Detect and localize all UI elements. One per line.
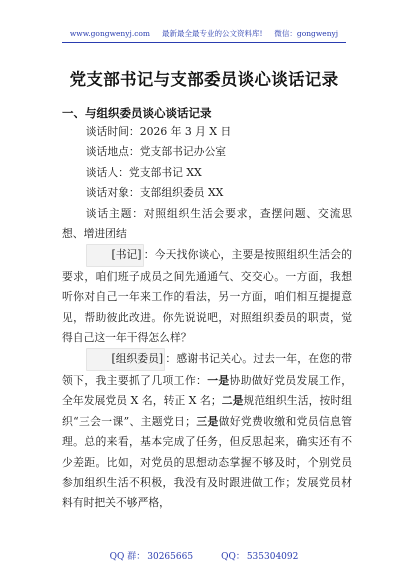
- footer-qq-group: 30265665: [147, 552, 194, 562]
- secretary-paragraph: [62, 244, 352, 348]
- member-text-1: ：感谢书记关心。过去一年，在您的带领下，我主要抓了几项工作：: [62, 352, 352, 387]
- speaker-member: [组织委员]: [86, 348, 165, 370]
- header-site-link[interactable]: www.gongwenyj.com: [69, 29, 151, 38]
- header-divider: [62, 42, 346, 43]
- footer-qq-group-label: QQ 群：: [109, 552, 146, 562]
- page-header: [0, 28, 408, 39]
- document-body: [62, 122, 352, 514]
- footer-qq: 535304092: [246, 552, 299, 562]
- page-footer: [0, 549, 408, 562]
- member-text-2: 协助做好党员发展工作，全年发展党员 X 名，转正 X 名；: [62, 373, 353, 408]
- meta-interviewee: 谈话对象：支部组织委员 XX: [85, 186, 224, 200]
- meta-place: 谈话地点：党支部书记办公室: [85, 145, 227, 159]
- footer-qq-label: QQ：: [221, 552, 245, 562]
- meta-time: 谈话时间：2026 年 3 月 X 日: [85, 125, 232, 138]
- page-title: 党支部书记与支部委员谈心谈话记录: [69, 70, 339, 89]
- member-em-2: 二是: [221, 394, 244, 408]
- member-em-1: 一是: [207, 373, 230, 387]
- header-wechat: 微信：gongwenyj: [274, 29, 339, 38]
- meta-topic: 谈话主题：对照组织生活会要求，查摆问题、交流思想、增进团结: [62, 206, 352, 241]
- member-text-3: 规范组织生活，按时组织“三会一课”、主题党日；: [62, 394, 353, 428]
- section-heading: 一、与组织委员谈心谈话记录: [62, 106, 212, 120]
- member-paragraph: [62, 348, 352, 513]
- header-slogan: 最新最全最专业的公文资料库!: [161, 29, 263, 38]
- speaker-secretary: [书记]: [86, 244, 144, 266]
- member-em-3: 三是: [195, 414, 219, 428]
- meta-interviewer: 谈话人：党支部书记 XX: [85, 165, 202, 179]
- member-text-4: 做好党费收缴和党员信息管理。总的来看，基本完成了任务，但反思起来，确实还有不少差距。比如，对党员的思想动态掌握不够及时，个别党员参加组织生活不积极，我没有及时跟进做工作；发展党员材料有时把关不够严格，: [62, 414, 353, 510]
- secretary-text: ：今天找你谈心，主要是按照组织生活会的要求，咱们班子成员之间先通通气、交交心。一方面，我想听你对自己一年来工作的看法，另一方面，咱们相互提提意见，帮助彼此改进。你先说说吧，对照组织委员的职责，觉得自己这一年干得怎么样？: [62, 248, 352, 345]
